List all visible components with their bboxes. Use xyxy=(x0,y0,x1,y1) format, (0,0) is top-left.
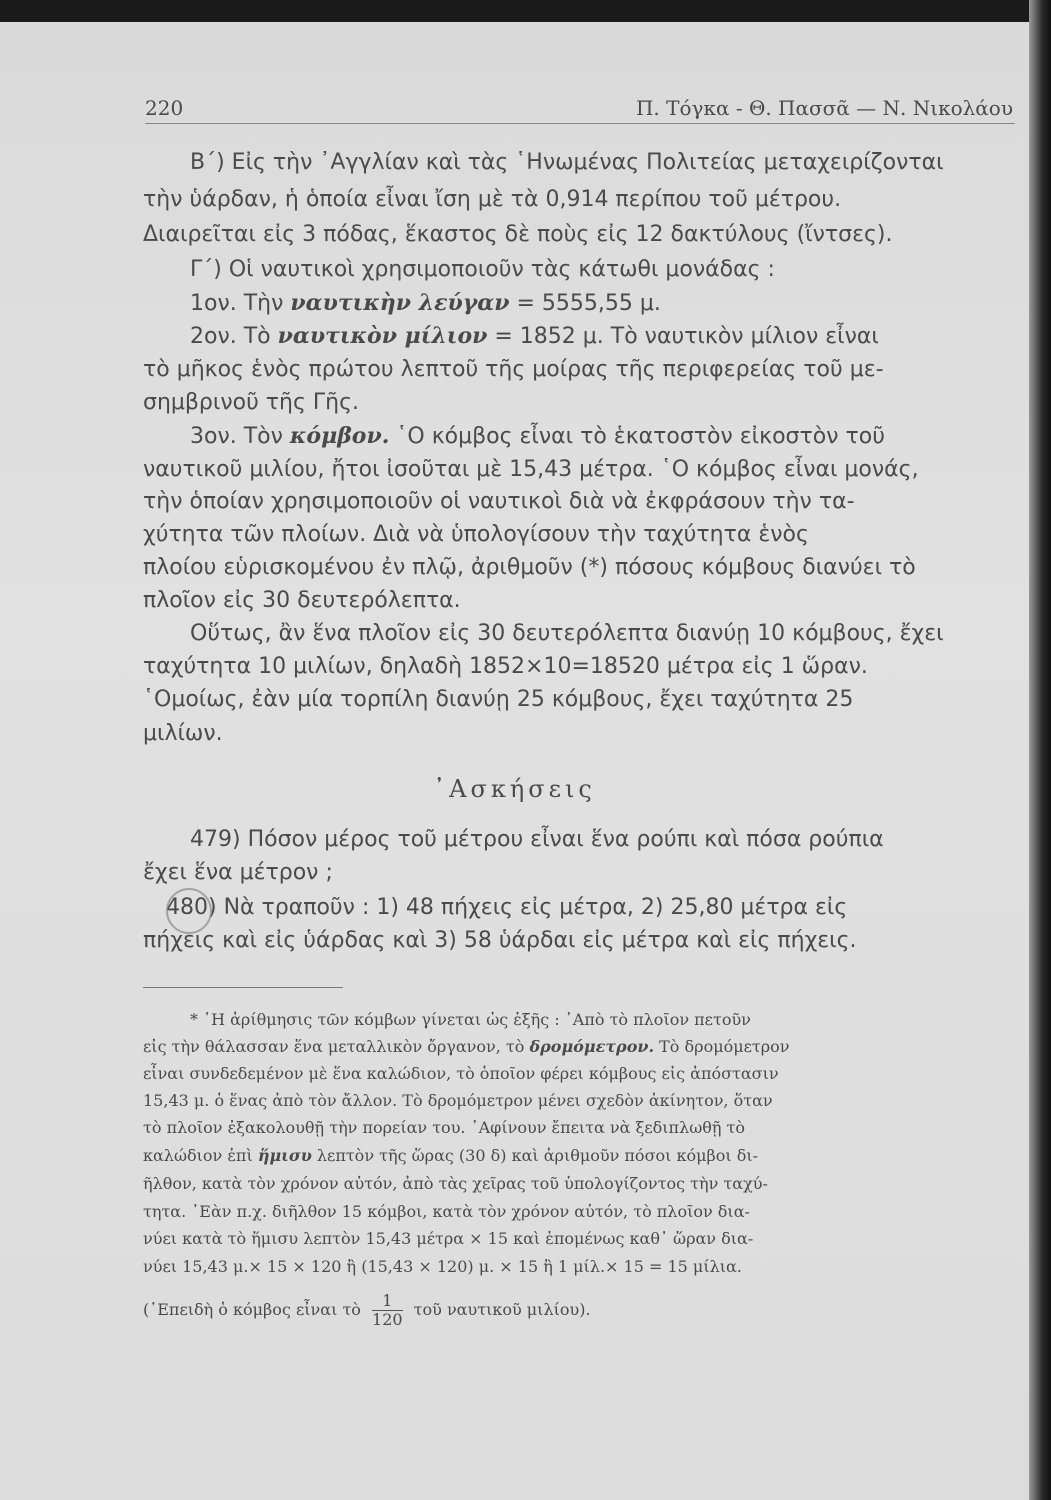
page-number: 220 xyxy=(145,96,184,120)
fraction-denominator: 120 xyxy=(372,1310,403,1329)
text-span: = 1852 μ. Τὸ ναυτικὸν μίλιον εἶναι xyxy=(487,324,879,349)
text-line: ναυτικοῦ μιλίου, ἤτοι ἰσοῦται μὲ 15,43 μέτρα. ῾Ο κόμβος εἶναι μονάς, xyxy=(143,457,919,482)
text-line xyxy=(190,323,879,350)
text-line: τὴν ὁποίαν χρησιμοποιοῦν οἱ ναυτικοὶ διὰ νὰ ἐκφράσουν τὴν τα- xyxy=(143,489,855,514)
text-span: τοῦ ναυτικοῦ μιλίου). xyxy=(413,1300,591,1319)
term-half: ἥμισυ xyxy=(257,1146,312,1165)
text-line: ταχύτητα 10 μιλίων, δηλαδὴ 1852×10=18520 μέτρα εἰς 1 ὥραν. xyxy=(143,654,868,679)
text-line: χύτητα τῶν πλοίων. Διὰ νὰ ὑπολογίσουν τὴν ταχύτητα ἑνὸς xyxy=(143,522,809,547)
text-line: Γ΄) Οἱ ναυτικοὶ χρησιμοποιοῦν τὰς κάτωθι μονάδας : xyxy=(190,257,775,282)
running-title: Π. Τόγκα - Θ. Πασσᾶ — Ν. Νικολάου xyxy=(635,96,1013,120)
text-line xyxy=(190,423,885,450)
footnote-line: νύει κατὰ τὸ ἥμισυ λεπτὸν 15,43 μέτρα × 15 καὶ ἑπομένως καθ᾿ ὥραν δια- xyxy=(143,1229,754,1248)
term-knot: κόμβον. xyxy=(289,423,390,449)
text-line: Διαιρεῖται εἰς 3 πόδας, ἕκαστος δὲ ποὺς εἰς 12 δακτύλους (ἴντσες). xyxy=(143,222,893,247)
text-line: πλοῖον εἰς 30 δευτερόλεπτα. xyxy=(143,588,461,613)
footnote-rule xyxy=(143,987,343,988)
text-span: καλώδιον ἐπὶ xyxy=(143,1146,258,1165)
text-line: Β΄) Εἰς τὴν ᾿Αγγλίαν καὶ τὰς ῾Ηνωμένας Πολιτείας μεταχειρίζονται xyxy=(190,150,944,175)
scan-top-border xyxy=(0,0,1051,22)
footnote-line: * ῾Η ἀρίθμησις τῶν κόμβων γίνεται ὡς ἑξῆς : ᾿Απὸ τὸ πλοῖον πετοῦν xyxy=(190,1010,751,1029)
exercise-line: 479) Πόσον μέρος τοῦ μέτρου εἶναι ἕνα ρούπι καὶ πόσα ρούπια xyxy=(190,827,884,852)
term-log-device: δρομόμετρον. xyxy=(529,1037,655,1056)
fraction-numerator: 1 xyxy=(372,1292,403,1311)
fraction xyxy=(372,1292,403,1329)
footnote-line: ῆλθον, κατὰ τὸν χρόνον αὐτόν, ἀπὸ τὰς χεῖρας τοῦ ὑπολογίζοντος τὴν ταχύ- xyxy=(143,1174,768,1193)
text-line: ῾Ομοίως, ἐὰν μία τορπίλη διανύῃ 25 κόμβους, ἔχει ταχύτητα 25 xyxy=(143,687,854,712)
scan-right-border xyxy=(1029,0,1051,1500)
text-line: Οὕτως, ἂν ἕνα πλοῖον εἰς 30 δευτερόλεπτα διανύῃ 10 κόμβους, ἔχει xyxy=(190,621,944,646)
footnote-line xyxy=(143,1146,758,1166)
text-line: πλοίου εὑρισκομένου ἐν πλῷ, ἀριθμοῦν (*) πόσους κόμβους διανύει τὸ xyxy=(143,555,916,580)
text-span: 2ον. Τὸ xyxy=(190,324,278,349)
text-line: σημβρινοῦ τῆς Γῆς. xyxy=(143,390,360,415)
text-span: ῾Ο κόμβος εἶναι τὸ ἑκατοστὸν εἰκοστὸν τοῦ xyxy=(389,424,885,449)
text-span: 1ον. Τὴν xyxy=(190,291,291,316)
text-line: μιλίων. xyxy=(143,721,223,746)
footnote-line: νύει 15,43 μ.× 15 × 120 ἢ (15,43 × 120) μ. × 15 ἢ 1 μίλ.× 15 = 15 μίλια. xyxy=(143,1257,742,1276)
header-rule xyxy=(145,123,1015,124)
text-span: = 5555,55 μ. xyxy=(509,291,661,316)
exercises-heading: ᾿Ασκήσεις xyxy=(433,775,596,803)
text-span: (᾿Επειδὴ ὁ κόμβος εἶναι τὸ xyxy=(143,1300,361,1319)
exercise-line: πήχεις καὶ εἰς ὑάρδας καὶ 3) 58 ὑάρδαι εἰς μέτρα καὶ εἰς πήχεις. xyxy=(143,928,857,953)
handwritten-circle-mark xyxy=(166,888,212,934)
text-line: τὸ μῆκος ἑνὸς πρώτου λεπτοῦ τῆς μοίρας τῆς περιφερείας τοῦ με- xyxy=(143,357,884,382)
text-line xyxy=(190,290,661,317)
text-line: τὴν ὑάρδαν, ἡ ὁποία εἶναι ἴση μὲ τὰ 0,914 περίπου τοῦ μέτρου. xyxy=(143,187,842,212)
footnote-line xyxy=(143,1292,591,1329)
footnote-line: τὸ πλοῖον ἐξακολουθῇ τὴν πορείαν του. ᾿Αφίνουν ἔπειτα νὰ ξεδιπλωθῇ τὸ xyxy=(143,1118,746,1137)
exercise-line: 480) Νὰ τραποῦν : 1) 48 πήχεις εἰς μέτρα, 2) 25,80 μέτρα εἰς xyxy=(166,895,848,920)
footnote-line: τητα. ᾿Εὰν π.χ. διῆλθον 15 κόμβοι, κατὰ τὸν χρόνον αὐτόν, τὸ πλοῖον δια- xyxy=(143,1202,750,1221)
footnote-line: 15,43 μ. ὁ ἕνας ἀπὸ τὸν ἄλλον. Τὸ δρομόμετρον μένει σχεδὸν ἀκίνητον, ὅταν xyxy=(143,1091,773,1110)
text-span: 3ον. Τὸν xyxy=(190,424,290,449)
footnote-line xyxy=(143,1037,790,1057)
text-span: Τὸ δρομόμετρον xyxy=(654,1037,790,1056)
footnote-line: εἶναι συνδεδεμένον μὲ ἕνα καλώδιον, τὸ ὁποῖον φέρει κόμβους εἰς ἀπόστασιν xyxy=(143,1064,779,1083)
term-nautical-mile: ναυτικὸν μίλιον xyxy=(277,323,488,349)
text-span: λεπτὸν τῆς ὥρας (30 δ) καὶ ἀριθμοῦν πόσοι κόμβοι δι- xyxy=(311,1146,759,1165)
page-header xyxy=(145,96,1013,122)
text-span: εἰς τὴν θάλασσαν ἕνα μεταλλικὸν ὄργανον, τὸ xyxy=(143,1037,530,1056)
term-nautical-league: ναυτικὴν λεύγαν xyxy=(290,290,510,316)
exercise-line: ἔχει ἕνα μέτρον ; xyxy=(143,860,333,885)
